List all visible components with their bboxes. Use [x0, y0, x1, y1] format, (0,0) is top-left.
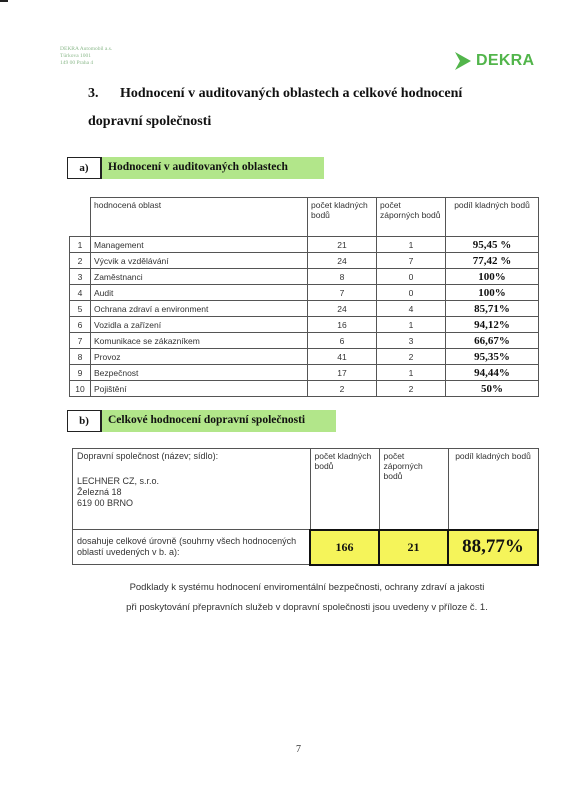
table-row: [70, 333, 539, 349]
company-street: Železná 18: [77, 487, 122, 497]
table-row: [70, 301, 539, 317]
row-share: 94,44%: [446, 365, 539, 381]
row-negative: 3: [377, 333, 446, 349]
row-share: 95,35%: [446, 349, 539, 365]
row-share: 100%: [446, 269, 539, 285]
company-name: LECHNER CZ, s.r.o.: [77, 476, 160, 486]
heading-number: 3.: [88, 86, 99, 101]
table-row: [70, 285, 539, 301]
row-positive: 16: [308, 317, 377, 333]
logo-text: DEKRA: [476, 52, 535, 69]
header-negative: počet záporných bodů: [377, 198, 446, 237]
row-negative: 0: [377, 269, 446, 285]
row-area: Audit: [91, 285, 308, 301]
row-area: Bezpečnost: [91, 365, 308, 381]
section-a-header: [67, 157, 324, 179]
table-row: [70, 269, 539, 285]
dekra-arrow-icon: [455, 52, 471, 70]
section-b-title: Celkové hodnocení dopravní společnosti: [101, 410, 336, 432]
row-share: 100%: [446, 285, 539, 301]
row-positive: 21: [308, 237, 377, 253]
section-a-title: Hodnocení v auditovaných oblastech: [101, 157, 324, 179]
row-negative: 1: [377, 317, 446, 333]
table-row: [70, 365, 539, 381]
header-area: hodnocená oblast: [91, 198, 308, 237]
table-row: [70, 253, 539, 269]
company-line: 149 00 Praha 4: [60, 60, 94, 66]
section-b-letter: b): [67, 410, 101, 432]
row-share: 85,71%: [446, 301, 539, 317]
table-row: [70, 349, 539, 365]
row-positive: 24: [308, 301, 377, 317]
row-area: Zaměstnanci: [91, 269, 308, 285]
heading-line-1: Hodnocení v auditovaných oblastech a celkové hodnocení: [120, 86, 463, 101]
company-line: DEKRA Automobil a.s.: [60, 46, 113, 52]
table-header-row: [70, 198, 539, 237]
overall-evaluation-table: [72, 448, 539, 566]
row-positive: 17: [308, 365, 377, 381]
row-negative: 2: [377, 349, 446, 365]
row-positive: 8: [308, 269, 377, 285]
row-negative: 7: [377, 253, 446, 269]
summary-positive: 166: [310, 530, 379, 565]
row-index: 5: [70, 301, 91, 317]
dekra-logo: [455, 50, 555, 72]
company-cell: [73, 449, 311, 530]
header-share: podíl kladných bodů: [448, 449, 538, 530]
header-positive: počet kladných bodů: [308, 198, 377, 237]
row-positive: 7: [308, 285, 377, 301]
row-share: 94,12%: [446, 317, 539, 333]
summary-row: [73, 530, 539, 565]
row-share: 66,67%: [446, 333, 539, 349]
section-heading: [88, 80, 528, 136]
note-line-2: při poskytování přepravních služeb v dopravní společnosti jsou uvedeny v příloze č. 1.: [126, 602, 488, 613]
row-negative: 2: [377, 381, 446, 397]
section-a-letter: a): [67, 157, 101, 179]
section-b-header: [67, 410, 336, 432]
row-positive: 2: [308, 381, 377, 397]
company-row: [73, 449, 539, 530]
summary-share: 88,77%: [448, 530, 538, 565]
header-share: podíl kladných bodů: [446, 198, 539, 237]
row-negative: 4: [377, 301, 446, 317]
row-positive: 41: [308, 349, 377, 365]
page-number: 7: [296, 744, 301, 755]
row-share: 77,42 %: [446, 253, 539, 269]
table-row: [70, 237, 539, 253]
row-index: 9: [70, 365, 91, 381]
row-area: Výcvik a vzdělávání: [91, 253, 308, 269]
row-area: Management: [91, 237, 308, 253]
company-line: Türkova 1001: [60, 53, 92, 59]
row-area: Provoz: [91, 349, 308, 365]
row-share: 95,45 %: [446, 237, 539, 253]
row-area: Komunikace se zákazníkem: [91, 333, 308, 349]
company-address-block: [60, 46, 112, 67]
row-area: Ochrana zdraví a environment: [91, 301, 308, 317]
company-city: 619 00 BRNO: [77, 498, 134, 508]
row-negative: 0: [377, 285, 446, 301]
table-row: [70, 381, 539, 397]
area-evaluation-table: [69, 197, 539, 397]
heading-line-2: dopravní společnosti: [88, 114, 212, 129]
summary-label: dosahuje celkové úrovně (souhrny všech hodnocených oblastí uvedených v b. a):: [73, 530, 311, 565]
header-blank-cell: [70, 198, 91, 237]
page-corner-mark: [0, 0, 8, 2]
note-line-1: Podklady k systému hodnocení enviromentální bezpečnosti, ochrany zdraví a jakosti: [129, 582, 485, 593]
header-positive: počet kladných bodů: [310, 449, 379, 530]
company-header: Dopravní společnost (název; sídlo):: [77, 451, 219, 461]
row-area: Vozidla a zařízení: [91, 317, 308, 333]
row-index: 7: [70, 333, 91, 349]
row-negative: 1: [377, 237, 446, 253]
row-positive: 24: [308, 253, 377, 269]
header-negative: počet záporných bodů: [379, 449, 448, 530]
row-index: 1: [70, 237, 91, 253]
row-positive: 6: [308, 333, 377, 349]
row-index: 4: [70, 285, 91, 301]
row-share: 50%: [446, 381, 539, 397]
row-negative: 1: [377, 365, 446, 381]
row-area: Pojištění: [91, 381, 308, 397]
row-index: 6: [70, 317, 91, 333]
table-row: [70, 317, 539, 333]
row-index: 10: [70, 381, 91, 397]
summary-negative: 21: [379, 530, 448, 565]
row-index: 3: [70, 269, 91, 285]
appendix-note: [72, 578, 542, 618]
row-index: 2: [70, 253, 91, 269]
row-index: 8: [70, 349, 91, 365]
